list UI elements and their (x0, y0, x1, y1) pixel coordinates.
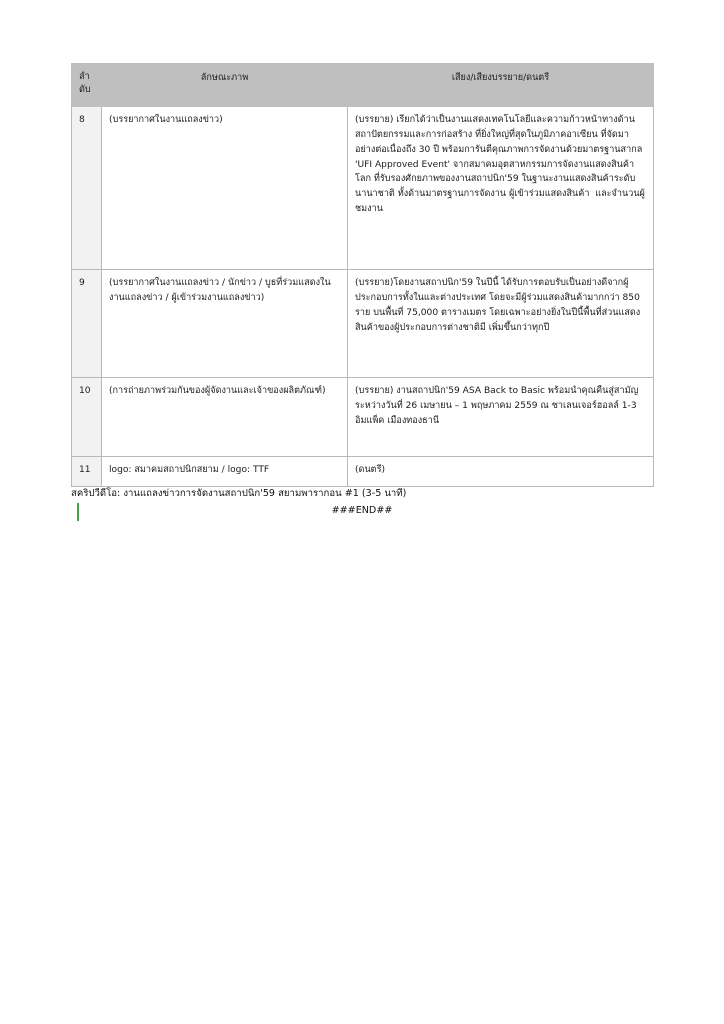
video-description-cell (102, 378, 348, 457)
script-caption: สคริปวีดีโอ: งานแถลงข่าวการจัดงานสถาปนิก'59 สยามพารากอน #1 (3-5 นาที) (71, 488, 407, 499)
table-row (72, 107, 654, 270)
row-number-cell: 11 (72, 457, 102, 487)
audio-narration-text: (บรรยาย) งานสถาปนิก'59 ASA Back to Basic พร้อมนำคุณคืนสู่สามัญระหว่างวันที่ 26 เมษายน – 1 พฤษภาคม 2559 ณ ชาเลนเจอร์ฮอลล์ 1-3 อิมแพ็ค เมืองทองธานี (355, 386, 640, 426)
end-marker: ###END## (331, 505, 393, 516)
video-description-cell (102, 457, 348, 487)
audio-narration-cell (348, 378, 654, 457)
column-header-number: ลำ ดับ (72, 64, 102, 107)
column-header-video: ลักษณะภาพ (102, 64, 348, 107)
video-description-cell (102, 107, 348, 270)
row-number-cell: 9 (72, 270, 102, 378)
video-description-text: (บรรยากาศในงานแถลงข่าว) (109, 115, 223, 126)
table-row (72, 457, 654, 487)
audio-narration-cell (348, 270, 654, 378)
audio-narration-text: (ดนตรี) (355, 465, 386, 476)
audio-narration-cell (348, 457, 654, 487)
video-description-text: (การถ่ายภาพร่วมกันของผู้จัดงานและเจ้าของผลิตภัณฑ์) (109, 386, 326, 397)
video-description-cell (102, 270, 348, 378)
row-number-cell: 10 (72, 378, 102, 457)
table-row (72, 378, 654, 457)
video-script-table (71, 63, 654, 487)
column-header-audio: เสียง/เสียงบรรยาย/ดนตรี (348, 64, 654, 107)
audio-narration-cell (348, 107, 654, 270)
table-header-row (72, 64, 654, 107)
video-description-text: (บรรยากาศในงานแถลงข่าว / นักข่าว / บูธที่ร่วมแสดงในงานแถลงข่าว / ผู้เข้าร่วมงานแถลงข่าว) (109, 278, 331, 304)
table-row (72, 270, 654, 378)
video-description-text: logo: สมาคมสถาปนิกสยาม / logo: TTF (109, 465, 270, 476)
audio-narration-text: (บรรยาย)โดยงานสถาปนิก'59 ในปีนี้ ได้รับการตอบรับเป็นอย่างดีจากผู้ประกอบการทั้งในและต่างประเทศ โดยจะมีผู้ร่วมแสดงสินค้ามากกว่า 850 ราย บนพื้นที่ 75,000 ตารางเมตร โดยเฉพาะอย่างยิ่งในปีนี้พื้นที่ส่วนแสดงสินค้าของผู้ประกอบการต่างชาติมี เพิ่มขึ้นกว่าทุกปี (355, 278, 643, 333)
audio-narration-text: (บรรยาย) เรียกได้ว่าเป็นงานแสดงเทคโนโลยีและความก้าวหน้าทางด้านสถาปัตยกรรมและการก่อสร้าง ที่ยิ่งใหญ่ที่สุดในภูมิภาคอาเซียน ที่จัดมาอย่างต่อเนื่องถึง 30 ปี พร้อมการันตีคุณภาพการจัดงานด้วยมาตรฐานสากล 'UFI Approved Event' จากสมาคมอุตสาหกรรมการจัดงานแสดงสินค้าโลก ที่รับรองศักยภาพของงานสถาปนิก'59 ในฐานะงานแสดงสินค้าระดับนานาชาติ ทั้งด้านมาตรฐานการจัดงาน ผู้เข้าร่วมแสดงสินค้า และจำนวนผู้ชมงาน (355, 115, 646, 214)
row-number-cell: 8 (72, 107, 102, 270)
